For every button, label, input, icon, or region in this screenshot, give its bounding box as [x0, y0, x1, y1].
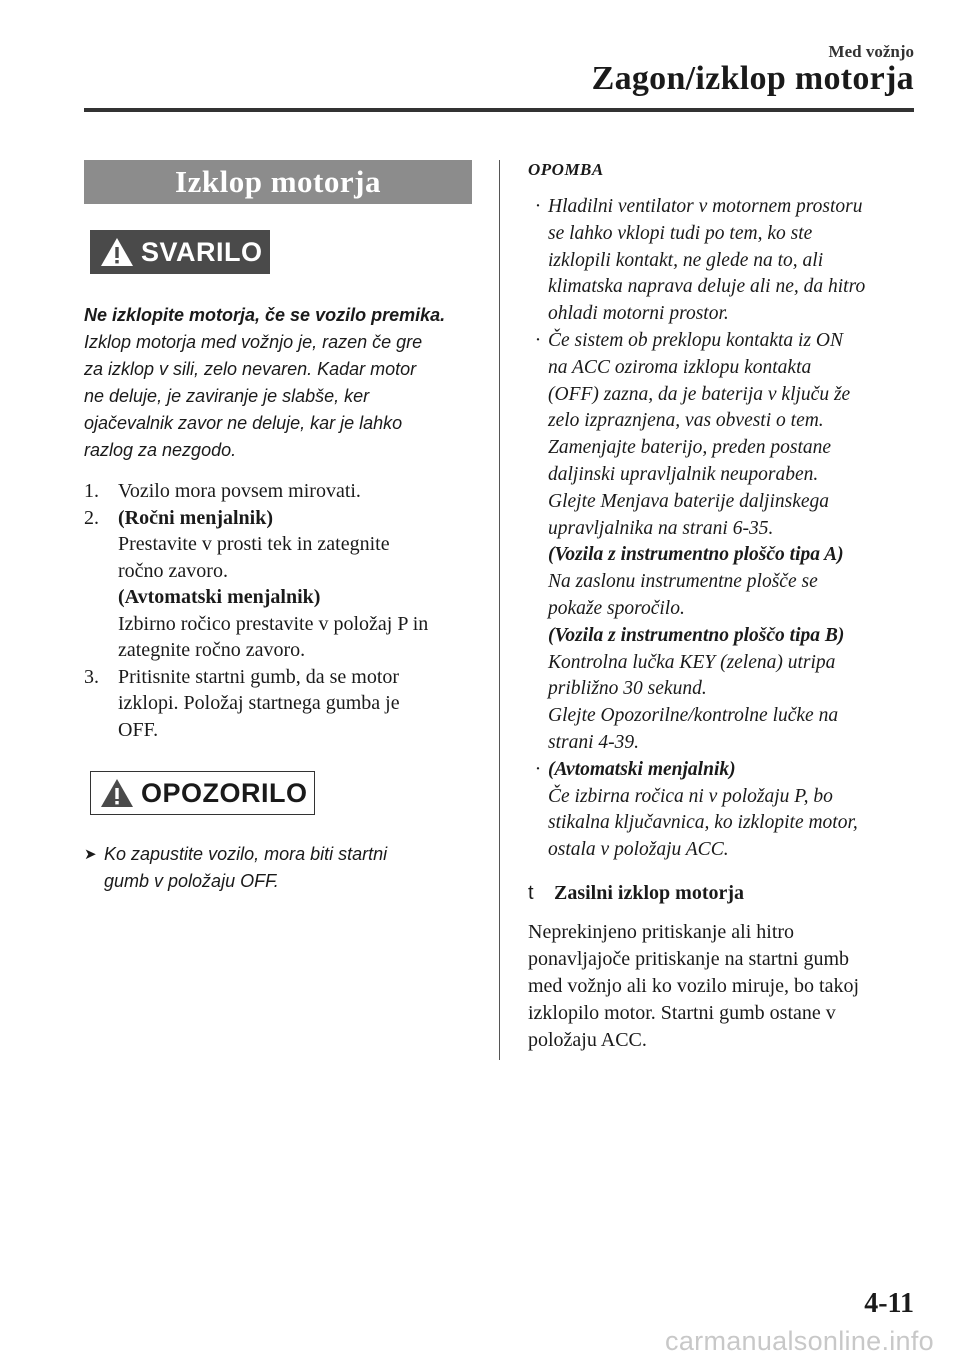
list-item [528, 757, 920, 864]
watermark: carmanualsonline.info [665, 1326, 934, 1356]
note-line: ostala v položaju ACC. [548, 839, 729, 861]
subsection-title: Zasilni izklop motorja [554, 881, 745, 904]
warning-line: za izklop v sili, zelo nevaren. Kadar motor [84, 359, 417, 379]
note-line: (Avtomatski menjalnik) [548, 758, 736, 780]
note-line: Glejte Menjava baterije daljinskega [548, 490, 830, 512]
header-rule [84, 108, 914, 112]
warning-text [84, 302, 472, 464]
column-divider [499, 160, 500, 1060]
note-line: Zamenjajte baterijo, preden postane [548, 437, 832, 459]
note-title: OPOMBA [528, 160, 604, 179]
note-line: upravljalnika na strani 6-35. [548, 517, 774, 539]
note-line: Kontrolna lučka KEY (zelena) utripa [548, 651, 836, 673]
warning-line: ne deluje, je zaviranje je slabše, ker [84, 386, 370, 406]
note-line: Hladilni ventilator v motornem prostoru [548, 196, 863, 217]
step-line: OFF. [118, 718, 159, 741]
warning-label: SVARILO [141, 236, 263, 267]
step-line: Prestavite v prosti tek in zategnite [118, 533, 390, 555]
paragraph-line: Neprekinjeno pritiskanje ali hitro [528, 920, 795, 943]
note-line: stikalna ključavnica, ko izklopite motor, [548, 812, 858, 834]
step-line: (Avtomatski menjalnik) [118, 586, 321, 608]
steps-list [84, 478, 472, 743]
warning-triangle-icon [99, 777, 135, 809]
paragraph-line: izklopilo motor. Startni gumb ostane v [528, 1001, 836, 1024]
header-section: Med vožnjo [828, 42, 914, 61]
note-line: Če sistem ob preklopu kontakta iz ON [548, 329, 843, 351]
bullet-icon: · [534, 329, 542, 351]
note-line: približno 30 sekund. [548, 678, 707, 700]
left-column [84, 160, 472, 895]
note-line: ohladi motorni prostor. [548, 303, 729, 325]
arrow-right-icon: ➤ [84, 846, 97, 863]
note-line: Na zaslonu instrumentne plošče se [548, 571, 818, 593]
step-line: ročno zavoro. [118, 559, 228, 582]
step-line: Pritisnite startni gumb, da se motor [118, 665, 400, 688]
warning-triangle-icon [99, 236, 135, 268]
warning-line: Ne izklopite motorja, če se vozilo premika. [84, 305, 446, 325]
note-line: izklopili kontakt, ne glede na to, ali [548, 249, 824, 271]
right-column [528, 160, 920, 1054]
page-number: 4-11 [864, 1288, 914, 1319]
step-line: Vozilo mora povsem mirovati. [118, 480, 361, 502]
warning-line: Izklop motorja med vožnjo je, razen če gre [84, 332, 423, 352]
list-item [84, 478, 472, 505]
paragraph [528, 919, 920, 1054]
warning-line: razlog za nezgodo. [84, 440, 237, 460]
paragraph-line: ponavljajoče pritiskanje na startni gumb [528, 947, 850, 970]
paragraph-line: med vožnjo ali ko vozilo miruje, bo takoj [528, 974, 860, 997]
list-item [528, 194, 920, 328]
caution-label: OPOZORILO [141, 777, 308, 808]
caution-text [84, 841, 472, 895]
subsection-heading [528, 882, 920, 905]
step-line: izklopi. Položaj startnega gumba je [118, 692, 400, 714]
note-line: se lahko vklopi tudi po tem, ko ste [548, 222, 813, 244]
note-line: daljinski upravljalnik neuporaben. [548, 463, 819, 485]
step-number: 2. [84, 506, 99, 529]
caution-line: gumb v položaju OFF. [104, 871, 279, 891]
paragraph-line: položaju ACC. [528, 1028, 647, 1051]
caution-line: Ko zapustite vozilo, mora biti startni [104, 844, 388, 864]
note-list [528, 194, 920, 864]
note-line: zelo izpraznjena, vas obvesti o tem. [548, 410, 824, 432]
section-title: Izklop motorja [84, 160, 472, 204]
note-line: na ACC oziroma izklopu kontakta [548, 356, 812, 378]
step-line: zategnite ročno zavoro. [118, 639, 306, 661]
step-number: 1. [84, 480, 99, 502]
caution-badge [90, 771, 315, 815]
note-line: strani 4-39. [548, 731, 640, 753]
list-item [84, 505, 472, 664]
step-number: 3. [84, 665, 99, 688]
note-line: Glejte Opozorilne/kontrolne lučke na [548, 705, 839, 727]
list-item [84, 664, 472, 744]
warning-badge [90, 230, 270, 274]
section-marker-icon: t [528, 881, 534, 904]
note-line: (Vozila z instrumentno ploščo tipa B) [548, 624, 845, 646]
note-line: (Vozila z instrumentno ploščo tipa A) [548, 544, 844, 566]
list-item [528, 328, 920, 757]
note-line: (OFF) zazna, da je baterija v ključu že [548, 383, 851, 405]
step-line: (Ročni menjalnik) [118, 506, 273, 529]
step-line: Izbirno ročico prestavite v položaj P in [118, 612, 429, 635]
note-line: klimatska naprava deluje ali ne, da hitro [548, 276, 866, 298]
warning-line: ojačevalnik zavor ne deluje, kar je lahko [84, 413, 403, 433]
note-line: pokaže sporočilo. [548, 597, 685, 619]
bullet-icon: · [534, 758, 542, 780]
page-title: Zagon/izklop motorja [591, 60, 914, 97]
bullet-icon: · [534, 196, 542, 217]
note-line: Če izbirna ročica ni v položaju P, bo [548, 785, 833, 807]
